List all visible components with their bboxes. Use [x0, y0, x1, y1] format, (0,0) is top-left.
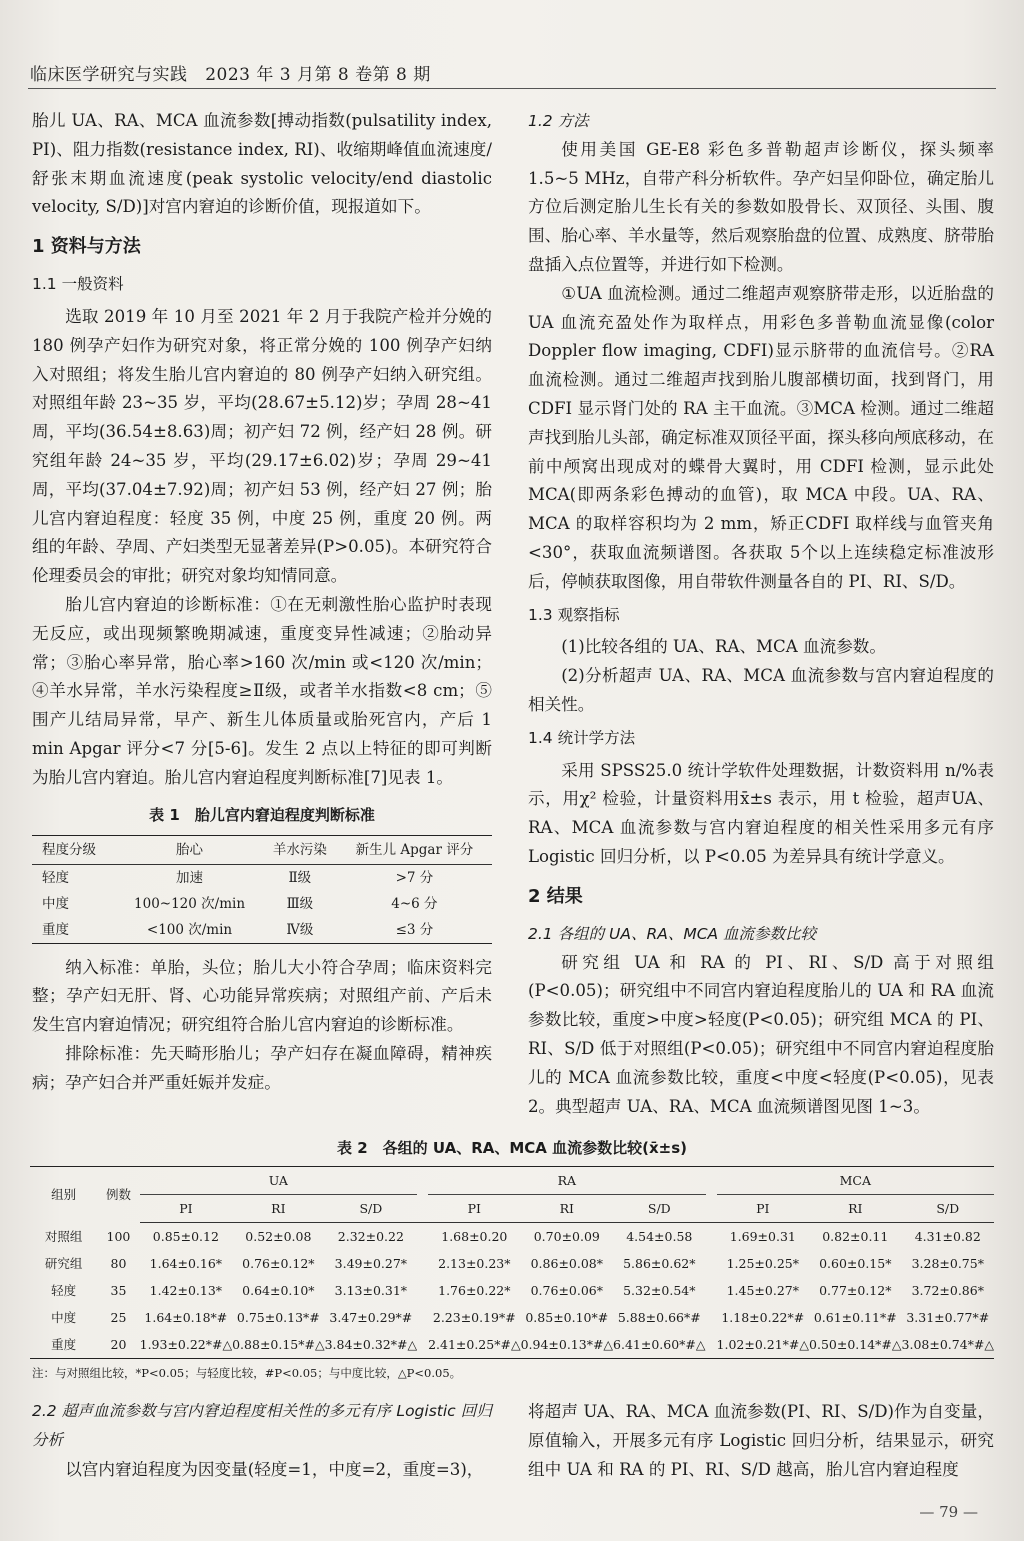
- paragraph-exclusion-criteria: 排除标准：先天畸形胎儿；孕产妇存在凝血障碍，精神疾病；孕产妇合并严重妊娠并发症。: [32, 1043, 492, 1092]
- table-1: [32, 801, 492, 944]
- table-2-subheader: PI: [140, 1195, 232, 1223]
- table-1-header-row: [32, 835, 492, 864]
- table-1-cell: <100 次/min: [116, 917, 263, 944]
- table-2-spacer: [706, 1277, 717, 1304]
- table-2-header-mca: MCA: [717, 1167, 994, 1195]
- table-2-cell: 6.41±0.60*#△: [613, 1331, 705, 1359]
- table-2-row: [30, 1304, 994, 1331]
- table-2-cell: 中度: [51, 1310, 77, 1325]
- running-header: [30, 60, 431, 85]
- table-2-cell: 0.85±0.10*#: [525, 1310, 609, 1325]
- table-2-cell: 0.82±0.11: [822, 1229, 889, 1244]
- table-1-cell: 4~6 分: [391, 895, 438, 912]
- table-2-cell: 1.02±0.21*#△: [717, 1331, 809, 1359]
- journal-name: 临床医学研究与实践: [30, 65, 188, 85]
- table-2-cell: 对照组: [44, 1228, 83, 1244]
- table-2-cell: 轻度: [51, 1283, 77, 1298]
- paragraph-method-detection: ①UA 血流检测。通过二维超声观察脐带走形，以近胎盘的 UA 血流充盈处作为取样点，用彩色多普勒血流显像(color Doppler flow imaging, CDFI)显示脐带的血流信号。②RA 血流检测。通过二维超声找到胎儿腹部横切面，找到肾门，用 CDFI 显示肾门处的 RA 主干血流。③MCA 检测。通过二维超声找到胎儿头部，确定标准双顶径平面，探头移向颅底移动，在前中颅窝出现成对的蝶骨大翼时，用 CDFI 检测，显示此处 MCA(即两条彩色搏动的血管)，取 MCA 中段。UA、RA、MCA 的取样容积均为 2 mm，矫正CDFI 取样线与血管夹角<30°，获取血流频谱图。各获取 5个以上连续稳定标准波形后，停帧获取图像，用自带软件测量各自的 PI、RI、S/D。: [528, 283, 994, 591]
- table-2-cell: 4.31±0.82: [914, 1229, 981, 1244]
- table-2-cell: 0.86±0.08*: [530, 1256, 603, 1271]
- table-2-row: [30, 1277, 994, 1304]
- subsection-heading-2-1: 2.1 各组的 UA、RA、MCA 血流参数比较: [528, 924, 817, 943]
- table-1-cell: ≤3 分: [337, 917, 492, 944]
- table-2-subheader: PI: [428, 1195, 520, 1223]
- table-2-subheader: S/D: [902, 1195, 994, 1223]
- table-1-row: [32, 891, 492, 917]
- table-2-cell: 0.94±0.13*#△: [521, 1331, 613, 1359]
- table-2-cell: 0.85±0.12: [152, 1229, 219, 1244]
- paragraph-general-data: 选取 2019 年 10 月至 2021 年 2 月于我院产检并分娩的 180 例孕产妇作为研究对象，将正常分娩的 100 例孕产妇纳入对照组；将发生胎儿宫内窘迫的 80 例孕产妇纳入研究组。对照组年龄 23~35 岁，平均(28.67±5.12)岁；孕周 28~41 周，平均(36.54±8.63)周；初产妇 72 例，经产妇 28 例。研究组年龄 24~35 岁，平均(29.17±6.02)岁；孕周 29~41周，平均(37.04±7.92)周；初产妇 53 例，经产妇 27 例；胎儿宫内窘迫程度：轻度 35 例，中度 25 例，重度 20 例。两组的年龄、孕周、产妇类型无显著差异(P>0.05)。本研究符合伦理委员会的审批；研究对象均知情同意。: [32, 306, 492, 586]
- table-2-cell: 4.54±0.58: [626, 1229, 693, 1244]
- table-1-row: [32, 917, 492, 944]
- table-1-row: [32, 864, 492, 891]
- table-1-cell: Ⅳ级: [263, 917, 337, 944]
- table-2-spacer: [417, 1331, 428, 1359]
- table-2-row: [30, 1223, 994, 1251]
- table-2-spacer: [417, 1250, 428, 1277]
- left-column: [32, 107, 492, 1098]
- table-2-cell: 1.76±0.22*: [438, 1283, 511, 1298]
- table-2-cell: 1.45±0.27*: [726, 1283, 799, 1298]
- table-2-cell: 1.18±0.22*#: [721, 1310, 805, 1325]
- table-2-cell: 2.13±0.23*: [438, 1256, 511, 1271]
- table-2-spacer: [417, 1223, 428, 1251]
- table-2-cell: 80: [110, 1256, 127, 1271]
- paragraph-logistic-result: 将超声 UA、RA、MCA 血流参数(PI、RI、S/D)作为自变量，原值输入，开展多元有序 Logistic 回归分析，结果显示，研究组中 UA 和 RA 的 PI、RI、S/D 越高，胎儿宫内窘迫程度: [528, 1402, 994, 1479]
- table-2-subheader: RI: [521, 1195, 613, 1223]
- table-1-cell: 轻度: [42, 869, 69, 886]
- table-1-header: 羊水污染: [263, 835, 337, 864]
- table-2-cell: 20: [97, 1331, 139, 1359]
- table-2-cell: 3.49±0.27*: [334, 1256, 408, 1271]
- table-2-cell: 重度: [30, 1331, 97, 1359]
- table-1-cell: 中度: [42, 895, 69, 912]
- table-1-cell: 加速: [176, 869, 204, 886]
- table-2-spacer: [417, 1304, 428, 1331]
- observation-item-1: (1)比较各组的 UA、RA、MCA 血流参数。: [561, 637, 886, 657]
- table-2-body: [30, 1223, 994, 1359]
- table-1-cell: >7 分: [395, 869, 434, 886]
- table-1-header: 程度分级: [32, 835, 116, 864]
- page-number: — 79 —: [919, 1503, 978, 1521]
- table-2-subheader: S/D: [325, 1195, 417, 1223]
- observation-item-2: (2)分析超声 UA、RA、MCA 血流参数与宫内窘迫程度的相关性。: [528, 666, 994, 714]
- table-2-cell: 2.23±0.19*#: [432, 1310, 516, 1325]
- subsection-heading-1-3: 1.3 观察指标: [528, 605, 620, 624]
- table-2-cell: 2.32±0.22: [337, 1229, 404, 1244]
- table-2-title: 表 2 各组的 UA、RA、MCA 血流参数比较(x̄±s): [336, 1139, 688, 1157]
- table-2-cell: 1.64±0.18*#: [144, 1310, 228, 1325]
- paragraph-logistic-dependent: 以宫内窘迫程度为因变量(轻度=1，中度=2，重度=3)，: [65, 1460, 484, 1479]
- table-2-cell: 0.64±0.10*: [242, 1283, 315, 1298]
- table-2-cell: 0.88±0.15*#△: [232, 1331, 324, 1359]
- section-heading-1: 1 资料与方法: [32, 236, 141, 258]
- table-2-cell: 0.77±0.12*: [819, 1283, 892, 1298]
- table-2-row: [30, 1331, 994, 1359]
- table-2-sub-header-row: [30, 1195, 994, 1223]
- table-2-cell: 35: [110, 1283, 127, 1298]
- table-2-cell: 5.86±0.62*: [623, 1256, 696, 1271]
- table-2-cell: 25: [110, 1310, 127, 1325]
- table-2-cell: 0.52±0.08: [245, 1229, 312, 1244]
- table-2: [30, 1136, 994, 1381]
- table-2-cell: 5.88±0.66*#: [617, 1310, 701, 1325]
- table-2-cell: 3.72±0.86*: [911, 1283, 984, 1298]
- subsection-heading-1-2: 1.2 方法: [528, 112, 589, 130]
- table-1-header: 胎心: [116, 835, 263, 864]
- table-2-cell: 1.25±0.25*: [726, 1256, 799, 1271]
- table-2-cell: 3.31±0.77*#: [906, 1310, 990, 1325]
- table-2-cell: 0.50±0.14*#△: [809, 1331, 901, 1359]
- header-rule: [28, 88, 996, 89]
- table-2-cell: 1.93±0.22*#△: [140, 1331, 232, 1359]
- table-2-note: 注：与对照组比较，*P<0.05；与轻度比较，#P<0.05；与中度比较，△P<0.05。: [32, 1366, 462, 1380]
- intro-paragraph: 胎儿 UA、RA、MCA 血流参数[搏动指数(pulsatility index, PI)、阻力指数(resistance index, RI)、收缩期峰值血流速度/舒张末期血流速度(peak systolic velocity/end diastolic velocity, S/D)]对宫内窘迫的诊断价值，现报道如下。: [32, 111, 492, 217]
- table-2-spacer: [706, 1331, 717, 1359]
- table-2-spacer: [706, 1304, 717, 1331]
- table-2-cell: 5.32±0.54*: [623, 1283, 696, 1298]
- section-heading-2: 2 结果: [528, 885, 583, 907]
- paragraph-method-device: 使用美国 GE-E8 彩色多普勒超声诊断仪，探头频率 1.5~5 MHz，自带产科分析软件。孕产妇呈仰卧位，确定胎儿方位后测定胎儿生长有关的参数如股骨长、双顶径、头围、腹围、胎心率、羊水量等，然后观察胎盘的位置、成熟度、脐带胎盘插入点位置等，并进行如下检测。: [528, 139, 994, 274]
- table-2-subheader: PI: [717, 1195, 809, 1223]
- table-2-spacer: [417, 1277, 428, 1304]
- table-2-cell: 1.42±0.13*: [149, 1283, 223, 1298]
- table-2-cell: 3.28±0.75*: [911, 1256, 984, 1271]
- table-2-spacer: [706, 1223, 717, 1251]
- table-2-header-group: 组别: [30, 1167, 97, 1223]
- bottom-right-column: [528, 1397, 994, 1484]
- subsection-heading-1-4: 1.4 统计学方法: [528, 728, 636, 747]
- table-2-header-ua: UA: [140, 1167, 417, 1195]
- paragraph-results-comparison: 研究组 UA 和 RA 的 PI、RI、S/D 高于对照组(P<0.05)；研究组中不同宫内窘迫程度胎儿的 UA 和 RA 血流参数比较，重度>中度>轻度(P<0.05)；研究组 MCA 的 PI、RI、S/D 低于对照组(P<0.05)；研究组中不同宫内窘迫程度胎儿的 MCA 血流参数比较，重度<中度<轻度(P<0.05)，见表 2。典型超声 UA、RA、MCA 血流频谱图见图 1~3。: [528, 952, 994, 1116]
- table-1-cell: Ⅱ级: [288, 869, 312, 886]
- table-2-cell: 2.41±0.25*#△: [428, 1331, 520, 1359]
- bottom-left-column: [32, 1397, 492, 1484]
- table-1-cell: 重度: [32, 917, 116, 944]
- table-2-group-header-row: [30, 1167, 994, 1195]
- table-2-header-count: 例数: [97, 1167, 139, 1223]
- table-2-cell: 100: [106, 1228, 131, 1244]
- table-2-cell: 3.13±0.31*: [334, 1283, 408, 1298]
- table-2-cell: 研究组: [44, 1256, 83, 1271]
- subsection-heading-1-1: 1.1 一般资料: [32, 275, 124, 294]
- issue-info: 2023 年 3 月第 8 卷第 8 期: [205, 65, 431, 85]
- subsection-heading-2-2: 2.2 超声血流参数与宫内窘迫程度相关性的多元有序 Logistic 回归分析: [32, 1402, 492, 1449]
- table-1-cell: Ⅲ级: [286, 895, 314, 912]
- right-column: [528, 107, 994, 1121]
- table-2-cell: 1.64±0.16*: [149, 1256, 223, 1271]
- paragraph-inclusion-criteria: 纳入标准：单胎，头位；胎儿大小符合孕周；临床资料完整；孕产妇无肝、肾、心功能异常疾病；对照组产前、产后未发生宫内窘迫情况；研究组符合胎儿宫内窘迫的诊断标准。: [32, 957, 492, 1035]
- table-2-cell: 1.68±0.20: [441, 1229, 508, 1244]
- table-2-spacer: [706, 1250, 717, 1277]
- table-2-cell: 3.84±0.32*#△: [325, 1331, 417, 1359]
- table-2-cell: 1.69±0.31: [729, 1229, 796, 1244]
- table-2-cell: 0.61±0.11*#: [813, 1310, 897, 1325]
- table-2-row: [30, 1250, 994, 1277]
- table-2-cell: 3.08±0.74*#△: [902, 1331, 994, 1359]
- table-2-subheader: RI: [809, 1195, 901, 1223]
- table-2-cell: 0.76±0.06*: [530, 1283, 603, 1298]
- table-2-subheader: S/D: [613, 1195, 705, 1223]
- paragraph-statistics: 采用 SPSS25.0 统计学软件处理数据，计数资料用 n/%表示，用χ² 检验，计量资料用x̄±s 表示，用 t 检验，超声UA、RA、MCA 血流参数与宫内窘迫程度的相关性采用多元有序 Logistic 回归分析，以 P<0.05 为差异具有统计学意义。: [528, 760, 994, 866]
- paragraph-diagnosis-criteria: 胎儿宫内窘迫的诊断标准：①在无刺激性胎心监护时表现无反应，或出现频繁晚期减速，重度变异性减速；②胎动异常；③胎心率异常，胎心率>160 次/min 或<120 次/min；④羊水异常，羊水污染程度≥Ⅱ级，或者羊水指数<8 cm；⑤围产儿结局异常，早产、新生儿体质量或胎死宫内，产后 1 min Apgar 评分<7 分[5-6]。发生 2 点以上特征的即可判断为胎儿宫内窘迫。胎儿宫内窘迫程度判断标准[7]见表 1。: [32, 594, 492, 787]
- table-2-cell: 0.75±0.13*#: [236, 1310, 320, 1325]
- table-2-header-ra: RA: [428, 1167, 705, 1195]
- table-2-subheader: RI: [232, 1195, 324, 1223]
- table-2-cell: 3.47±0.29*#: [329, 1310, 413, 1325]
- table-1-header: 新生儿 Apgar 评分: [337, 835, 492, 864]
- table-2-cell: 0.76±0.12*: [242, 1256, 315, 1271]
- table-2-cell: 0.70±0.09: [533, 1229, 600, 1244]
- table-2-cell: 0.60±0.15*: [819, 1256, 892, 1271]
- table-1-title: 表 1 胎儿宫内窘迫程度判断标准: [149, 805, 375, 824]
- table-1-cell: 100~120 次/min: [134, 895, 246, 912]
